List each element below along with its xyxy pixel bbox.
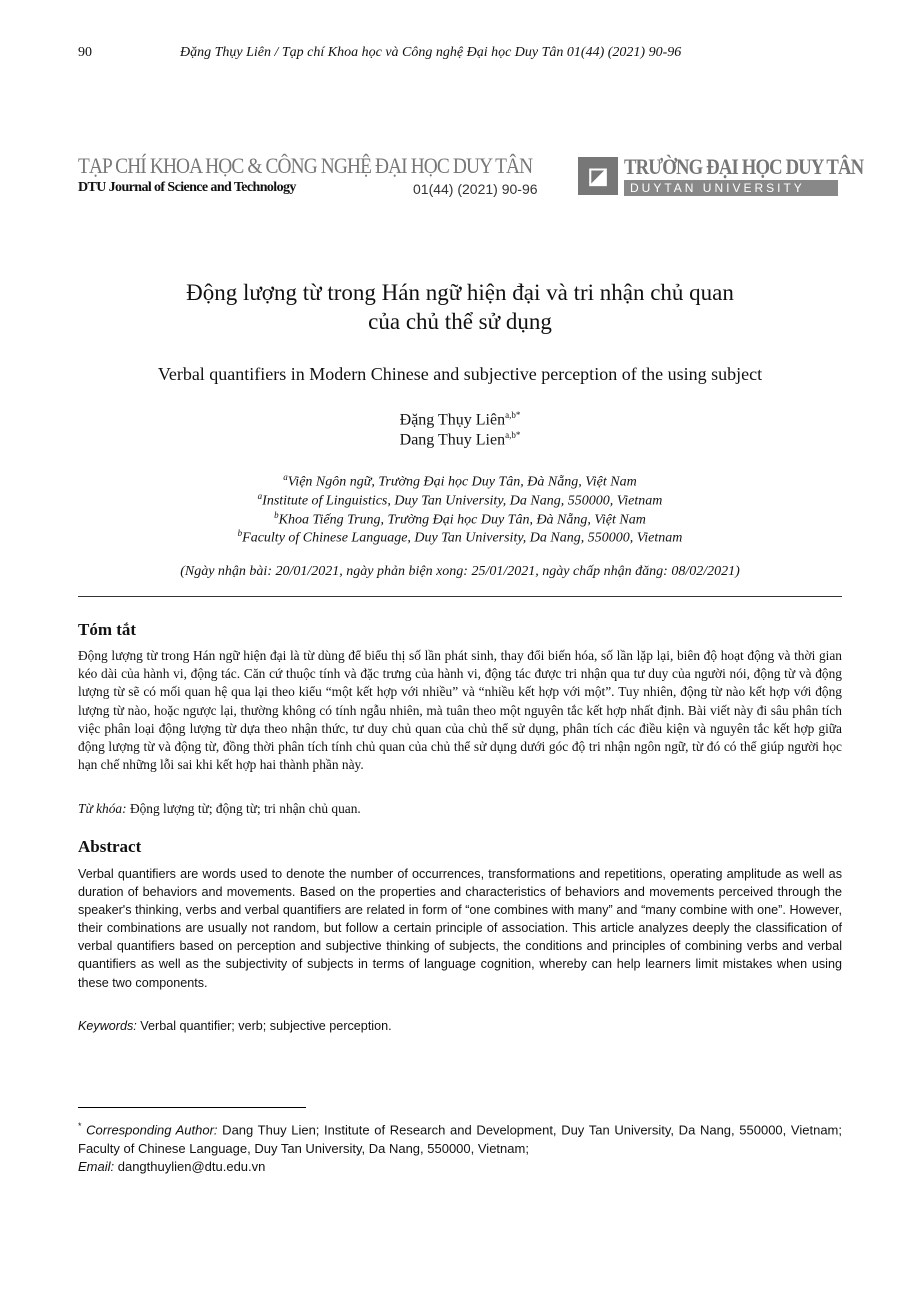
aff-sup: b: [237, 528, 243, 538]
journal-subtitle: DTU Journal of Science and Technology: [78, 180, 296, 195]
page-number: 90: [78, 45, 92, 60]
abstract-en-heading: Abstract: [78, 837, 142, 856]
keywords-label: Keywords:: [78, 1019, 137, 1033]
aff-text: Khoa Tiếng Trung, Trường Đại học Duy Tân, Đà Nẵng, Việt Nam: [278, 512, 646, 528]
article-title-line2: của chủ thể sử dụng: [368, 309, 552, 334]
keywords-text: Động lượng từ; động từ; tri nhận chủ quan.: [126, 801, 361, 816]
author-sup: a,b*: [505, 430, 521, 440]
author-vn: [0, 410, 920, 429]
abstract-vn-heading: Tóm tắt: [78, 620, 137, 639]
author-en: [0, 430, 920, 449]
article-dates: (Ngày nhận bài: 20/01/2021, ngày phản biện xong: 25/01/2021, ngày chấp nhận đăng: 08/02/2021): [180, 564, 740, 579]
aff-sup: b: [274, 510, 279, 520]
affiliation: [0, 472, 920, 491]
aff-text: Institute of Linguistics, Duy Tan University, Da Nang, 550000, Vietnam: [262, 493, 663, 509]
email-address[interactable]: dangthuylien@dtu.edu.vn: [114, 1159, 266, 1175]
author-sup: a,b*: [505, 410, 521, 420]
university-logo: [578, 156, 906, 196]
divider: [78, 596, 842, 597]
abstract-vn-text: Động lượng từ trong Hán ngữ hiện đại là từ dùng để biểu thị số lần phát sinh, thay đổi biến hóa, số lần lặp lại, biên độ hoạt động và thời gian kéo dài của hành vi, động tác. Căn cứ thuộc tính và đặc trưng của hành vi, động tác được tri nhận qua tư duy của người nói, động từ và động lượng từ sẽ có mối quan hệ qua lại theo kiểu “một kết hợp với nhiều” và “nhiều kết hợp với một”. Tuy nhiên, động từ nào kết hợp với động lượng từ nào, hoặc ngược lại, thường không có tính ngẫu nhiên, mà tuân theo một nguyên tắc kết hợp nhất định. Bài viết này đi sâu phân tích việc phân loại động lượng từ dựa theo nhận thức, tư duy chủ quan của chủ thể sử dụng, phân tích các điều kiện và nguyên tắc kết hợp giữa động lượng từ và động từ, đồng thời phân tích tính chủ quan của chủ thể sử dụng dưới góc độ tri nhận ngôn ngữ, từ đó có thể giúp người học hạn chế những lỗi sai khi kết hợp hai thành phần này.: [78, 648, 842, 773]
university-name-en: DUYTAN UNIVERSITY: [624, 180, 838, 196]
keywords-text: Verbal quantifier; verb; subjective perception.: [136, 1019, 392, 1033]
journal-issue: 01(44) (2021) 90-96: [413, 181, 538, 197]
article-title-en: Verbal quantifiers in Modern Chinese and subjective perception of the using subject: [157, 364, 763, 384]
footnote-rule: [78, 1107, 306, 1108]
affiliation: [0, 491, 920, 510]
university-name: TRƯỜNG ĐẠI HỌC DUY TÂN: [624, 154, 864, 179]
author-name: Đặng Thụy Liên: [399, 411, 506, 429]
affiliation: [0, 528, 920, 547]
aff-text: Viện Ngôn ngữ, Trường Đại học Duy Tân, Đà Nẵng, Việt Nam: [287, 474, 637, 490]
aff-sup: a: [257, 491, 263, 501]
article-title-line1: Động lượng từ trong Hán ngữ hiện đại và tri nhận chủ quan: [186, 280, 734, 305]
keywords-label: Từ khóa:: [78, 801, 127, 816]
affiliation: [0, 510, 920, 529]
running-head: Đặng Thụy Liên / Tạp chí Khoa học và Công nghệ Đại học Duy Tân 01(44) (2021) 90-96: [180, 45, 682, 60]
footnote: [78, 1117, 842, 1177]
footnote-mark: *: [78, 1121, 82, 1131]
email-label: Email:: [78, 1159, 115, 1175]
footnote-label: Corresponding Author:: [86, 1122, 218, 1138]
logo-emblem-icon: ◪: [578, 157, 618, 195]
aff-text: Faculty of Chinese Language, Duy Tan University, Da Nang, 550000, Vietnam: [242, 530, 683, 546]
keywords-en: [78, 1017, 842, 1035]
keywords-vn: [78, 800, 842, 818]
aff-sup: a: [283, 472, 288, 482]
author-name: Dang Thuy Lien: [399, 431, 506, 449]
footnote-text: Dang Thuy Lien; Institute of Research and Development, Duy Tan University, Da Nang, 550000, Vietnam; Faculty of Chinese Language, Duy Tan University, Da Nang, 550000, Vietnam;: [78, 1122, 842, 1156]
journal-title: TẠP CHÍ KHOA HỌC & CÔNG NGHỆ ĐẠI HỌC DUY TÂN: [78, 153, 533, 178]
abstract-en-text: Verbal quantifiers are words used to denote the number of occurrences, transformations and repetitions, operating amplitude as well as duration of behaviors and movements. Based on the properties and characteristics of behaviors and movements perceived through the speaker's thinking, verbs and verbal quantifiers are related in form of “one combines with many” and “many combine with one”. However, their combinations are usually not random, but follow a certain principle of association. This article analyzes deeply the classification of verbal quantifiers based on perception and subjective thinking of subjects, the conditions and principles of combining verbs and verbal quantifiers as well as the subjectivity of subjects in terms of language cognition, whereby can help learners limit mistakes when using these two components.: [78, 867, 842, 990]
